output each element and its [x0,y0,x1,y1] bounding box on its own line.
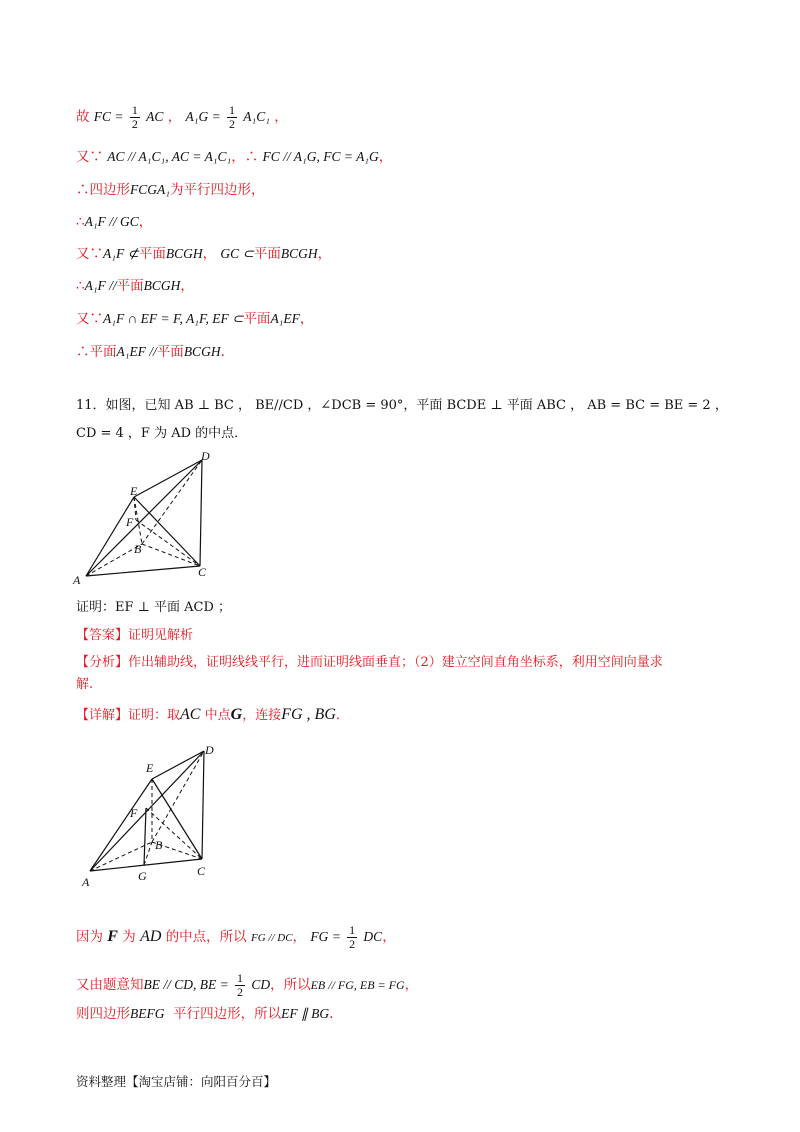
math: A₁F // GC [84,214,139,229]
text: ， [317,246,332,262]
text: 则四边形 [76,1006,130,1022]
denominator: 2 [228,117,235,131]
math: AC [180,706,201,723]
math: AD [140,928,162,945]
math: EF ∥ BG [281,1006,330,1021]
math: F [107,928,118,945]
solution-line-1 [76,924,396,951]
answer-tag: 【答案】 [76,628,129,643]
math: G [230,706,243,723]
proof-line-6 [76,277,194,295]
proof-line-4 [76,213,152,231]
math: CD [251,977,271,992]
math: AC [146,109,164,124]
label-B: B [155,838,163,852]
proof-line-2 [76,148,392,166]
text: ， [292,929,307,945]
denominator: 2 [131,117,138,131]
edge-AE [86,497,134,576]
text: ∴四边形 [76,182,130,198]
figure-2-solid [78,738,228,890]
math: A₁C₁ [243,109,270,124]
math: AC // A₁C₁, AC = A₁C₁ [107,149,232,164]
edge-AE [90,779,152,871]
analysis-text: 作出辅助线，证明线线平行，进而证明线面垂直；（2）建立空间直角坐标系，利用空间向量求 [128,655,663,670]
text: 平面 [243,311,271,327]
numerator: 1 [131,103,138,117]
math: A₁EF // [116,344,157,359]
text: 证明：取 [128,708,181,723]
edge-GF [144,808,146,865]
math: A₁G = [185,109,221,124]
text: ， [138,214,153,230]
proof-line-5 [76,245,331,263]
text: ，连接 [242,708,282,723]
proof-line-8 [76,343,225,361]
detail-tag: 【详解】 [76,708,129,723]
text: 又∵ [76,311,103,327]
text: ，∴ [231,149,259,165]
proof-line-3 [76,181,264,199]
math: A₁F ⊄ [103,246,139,261]
math: A₁F ∩ EF = F, A₁F, EF ⊂ [103,311,244,326]
text: 为 [122,929,136,945]
text: ， [274,109,288,125]
numerator: 1 [228,103,235,117]
edge-ED [152,751,204,779]
problem-11-line-1: 11．如图，已知 AB ⊥ BC ， BE//CD ，∠DCB = 90°，平面 BCDE ⊥ 平面 ABC ， AB = BC = BE = 2 ， [76,398,728,413]
edge-BC [142,544,200,566]
text: 又由题意知 [76,977,144,993]
text: 因为 [76,929,103,945]
analysis-line-1 [76,654,663,672]
edge-ED [134,460,202,497]
fraction [227,104,237,131]
math: DC [363,929,383,944]
answer-text: 证明见解析 [128,628,194,643]
label-D: D [205,743,214,757]
math: GC ⊂ [220,246,254,261]
label-E: E [146,761,154,775]
footer-note: 资料整理【淘宝店铺：向阳百分百】 [76,1074,277,1089]
denominator: 2 [349,937,356,951]
fraction [347,924,357,951]
text: . [220,344,225,360]
text: 又∵ [76,149,103,165]
text: 中点 [204,708,231,723]
math: A₁F // [84,278,117,293]
text: ，所以 [270,977,311,993]
edge-DC [200,460,202,566]
problem-11-line-2: CD = 4 ，F 为 AD 的中点． [76,426,248,441]
text: ， [180,278,194,294]
text: ∴ [76,278,85,294]
math: FG , BG [281,706,336,723]
math: BCGH [165,246,203,261]
fraction [130,104,140,131]
edge-DC [202,751,204,859]
denominator: 2 [237,985,244,999]
text: 平面 [116,278,144,294]
math: FC // A₁G, FC = A₁G [262,149,379,164]
solution-line-2 [76,972,418,999]
label-A: A [82,875,90,889]
edge-AD [86,460,202,576]
text: 平面 [253,246,281,262]
label-F: F [130,806,138,820]
prove-statement: 证明：EF ⊥ 平面 ACD ； [76,600,232,615]
text: 又∵ [76,246,103,262]
math: A₁EF [270,311,300,326]
text: ∴平面 [76,344,117,360]
text: ． [335,708,349,723]
analysis-tag: 【分析】 [76,655,129,670]
text: 平行四边形，所以 [173,1006,282,1022]
analysis-line-2: 解. [76,677,94,692]
math: FC = [93,109,124,124]
text: ， [382,929,396,945]
edge-FC [136,520,200,566]
detail-line [76,706,349,725]
text: 故 [76,109,90,125]
text: . [329,1006,334,1022]
label-B: B [134,542,142,556]
text: ， [404,977,419,993]
math: BCGH [183,344,221,359]
label-C: C [197,864,206,878]
math: BCGH [280,246,318,261]
edge-AC [86,566,200,576]
text: ， [378,149,393,165]
label-C: C [198,565,207,579]
label-F: F [126,515,134,529]
fraction [235,972,245,999]
math: EB // FG, EB = FG [310,978,405,992]
math: FCGA₁ [130,182,170,197]
text: 的中点，所以 [165,929,247,945]
text: 平面 [156,344,184,360]
edge-EC [134,497,200,566]
text: ， [202,246,217,262]
proof-line-7 [76,310,313,328]
text: ， [299,311,314,327]
label-E: E [130,484,138,498]
math: FG = [310,929,341,944]
label-D: D [201,449,210,463]
math: BCGH [143,278,181,293]
math: FG // DC [250,932,293,944]
label-G: G [138,869,147,883]
text: 为平行四边形， [169,182,265,198]
text: 平面 [138,246,166,262]
edge-BD [142,460,202,544]
math: BEFG [130,1006,165,1021]
solution-line-3 [76,1005,333,1023]
text: ∴ [76,214,85,230]
numerator: 1 [349,923,356,937]
figure-1-solid [70,448,220,588]
text: ， [167,109,182,125]
answer-line [76,627,193,645]
math: BE // CD, BE = [143,977,229,992]
proof-line-1 [76,104,288,131]
label-A: A [73,573,81,587]
numerator: 1 [237,971,244,985]
